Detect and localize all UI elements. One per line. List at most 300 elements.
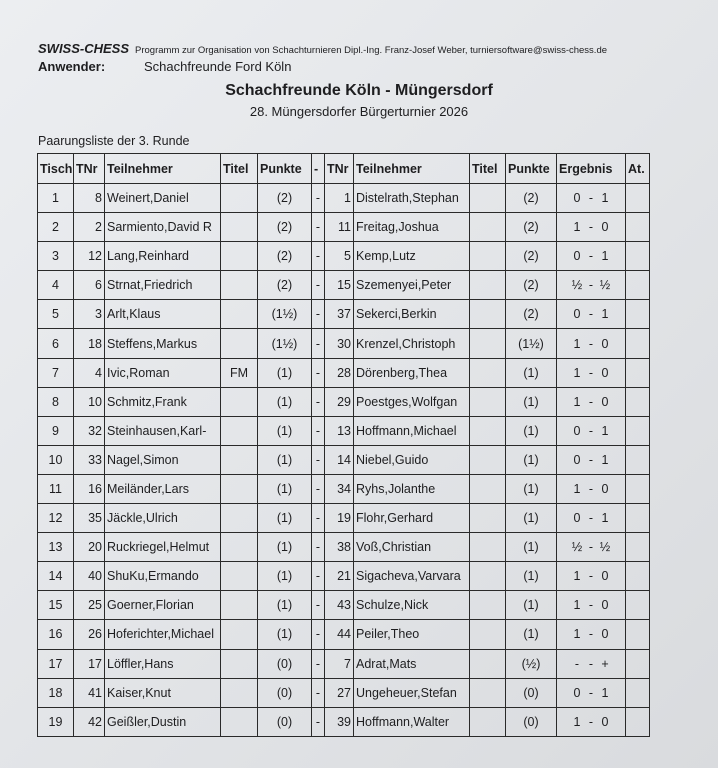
player2-name: Szemenyei,Peter: [354, 271, 470, 300]
result-e1: 0: [573, 423, 581, 438]
result-e2: -: [588, 656, 594, 671]
player1-number: 18: [74, 329, 105, 358]
player2-number: 19: [325, 504, 354, 533]
result-e1: 1: [573, 220, 581, 235]
player2-name: Peiler,Theo: [354, 620, 470, 649]
table-row: [38, 271, 650, 300]
player1-points: (2): [258, 271, 312, 300]
result-e2: -: [588, 627, 594, 642]
tournament-subtitle: 28. Müngersdorfer Bürgerturnier 2026: [249, 104, 469, 119]
player2-title: [470, 620, 506, 649]
player1-points: (1): [258, 445, 312, 474]
result-e3: 0: [601, 394, 609, 409]
col-at-header: At.: [626, 154, 650, 184]
player2-name: Sekerci,Berkin: [354, 300, 470, 329]
table-row: [38, 562, 650, 591]
table-number: 4: [38, 271, 74, 300]
result: [557, 445, 626, 474]
player1-title: [221, 649, 258, 678]
separator: -: [312, 184, 325, 213]
table-row: [38, 533, 650, 562]
table-number: 7: [38, 358, 74, 387]
result-e1: 1: [573, 394, 581, 409]
player1-title: [221, 620, 258, 649]
table-row: [38, 649, 650, 678]
at-mark: [626, 184, 650, 213]
result-e2: -: [588, 569, 594, 584]
result: [557, 474, 626, 503]
player2-number: 39: [325, 707, 354, 736]
result-e2: -: [588, 511, 594, 526]
player1-name: Ivic,Roman: [105, 358, 221, 387]
software-brand: SWISS-CHESS: [38, 41, 130, 56]
separator: -: [312, 271, 325, 300]
player1-title: [221, 213, 258, 242]
player2-title: [470, 504, 506, 533]
player1-name: Steffens,Markus: [105, 329, 221, 358]
result: [557, 329, 626, 358]
at-mark: [626, 358, 650, 387]
player2-title: [470, 533, 506, 562]
player1-number: 3: [74, 300, 105, 329]
player2-points: (1): [506, 358, 557, 387]
player2-title: [470, 271, 506, 300]
player2-title: [470, 562, 506, 591]
player1-points: (0): [258, 707, 312, 736]
result: [557, 707, 626, 736]
result-e2: -: [588, 220, 594, 235]
result-e2: -: [588, 423, 594, 438]
player2-title: [470, 591, 506, 620]
result: [557, 387, 626, 416]
player1-name: Löffler,Hans: [105, 649, 221, 678]
table-number: 5: [38, 300, 74, 329]
player1-title: [221, 474, 258, 503]
player2-title: [470, 445, 506, 474]
player2-points: (1): [506, 474, 557, 503]
at-mark: [626, 329, 650, 358]
player2-points: (1): [506, 387, 557, 416]
separator: -: [312, 562, 325, 591]
col-sep-header: -: [312, 154, 325, 184]
player1-name: Steinhausen,Karl-: [105, 416, 221, 445]
separator: -: [312, 387, 325, 416]
player1-name: Schmitz,Frank: [105, 387, 221, 416]
table-row: [38, 358, 650, 387]
result-e3: 0: [601, 598, 609, 613]
result-e1: ½: [571, 540, 583, 555]
player1-name: Nagel,Simon: [105, 445, 221, 474]
player1-name: Sarmiento,David R: [105, 213, 221, 242]
result-e2: -: [588, 278, 594, 293]
table-row: [38, 591, 650, 620]
tournament-title: Schachfreunde Köln - Müngersdorf: [225, 82, 493, 99]
result-e3: 1: [601, 191, 609, 206]
player2-title: [470, 474, 506, 503]
user-label: Anwender:: [38, 59, 106, 74]
player1-name: Hoferichter,Michael: [105, 620, 221, 649]
result-e3: 0: [601, 714, 609, 729]
result-e1: 1: [573, 714, 581, 729]
separator: -: [312, 300, 325, 329]
separator: -: [312, 358, 325, 387]
player1-name: Weinert,Daniel: [105, 184, 221, 213]
player2-points: (0): [506, 707, 557, 736]
separator: -: [312, 591, 325, 620]
player1-points: (1): [258, 562, 312, 591]
result-e1: 0: [573, 685, 581, 700]
player1-points: (1): [258, 591, 312, 620]
player2-title: [470, 184, 506, 213]
at-mark: [626, 387, 650, 416]
result-e1: 1: [573, 598, 581, 613]
player1-title: [221, 445, 258, 474]
result-e1: 1: [573, 365, 581, 380]
player1-points: (1): [258, 474, 312, 503]
round-caption: Paarungsliste der 3. Runde: [38, 134, 190, 148]
player2-number: 14: [325, 445, 354, 474]
result: [557, 678, 626, 707]
result-e1: 0: [573, 191, 581, 206]
player1-number: 40: [74, 562, 105, 591]
result: [557, 184, 626, 213]
result-e2: -: [588, 191, 594, 206]
table-number: 9: [38, 416, 74, 445]
table-row: [38, 620, 650, 649]
result-e1: -: [574, 656, 580, 671]
player2-points: (1): [506, 620, 557, 649]
player2-number: 13: [325, 416, 354, 445]
result-e3: 1: [601, 307, 609, 322]
player1-title: FM: [221, 358, 258, 387]
at-mark: [626, 445, 650, 474]
player1-name: Arlt,Klaus: [105, 300, 221, 329]
player2-points: (0): [506, 678, 557, 707]
player2-name: Poestges,Wolfgan: [354, 387, 470, 416]
player1-title: [221, 271, 258, 300]
player1-name: ShuKu,Ermando: [105, 562, 221, 591]
player2-number: 1: [325, 184, 354, 213]
result-e3: ½: [599, 278, 611, 293]
user-row: [38, 58, 291, 76]
player2-number: 43: [325, 591, 354, 620]
player2-name: Distelrath,Stephan: [354, 184, 470, 213]
at-mark: [626, 533, 650, 562]
result-e2: -: [588, 394, 594, 409]
player2-points: (2): [506, 300, 557, 329]
result-e2: -: [588, 540, 594, 555]
player2-points: (1): [506, 533, 557, 562]
player2-number: 30: [325, 329, 354, 358]
player1-points: (1): [258, 358, 312, 387]
result-e3: 0: [601, 365, 609, 380]
result: [557, 504, 626, 533]
result-e2: -: [588, 452, 594, 467]
table-number: 1: [38, 184, 74, 213]
player1-points: (1): [258, 533, 312, 562]
player2-points: (2): [506, 213, 557, 242]
table-row: [38, 678, 650, 707]
player1-number: 26: [74, 620, 105, 649]
at-mark: [626, 649, 650, 678]
player2-number: 28: [325, 358, 354, 387]
player2-number: 5: [325, 242, 354, 271]
player2-title: [470, 387, 506, 416]
player2-title: [470, 678, 506, 707]
separator: -: [312, 213, 325, 242]
at-mark: [626, 591, 650, 620]
player1-number: 6: [74, 271, 105, 300]
result-e1: ½: [571, 278, 583, 293]
player2-name: Hoffmann,Walter: [354, 707, 470, 736]
table-number: 12: [38, 504, 74, 533]
table-number: 18: [38, 678, 74, 707]
player1-points: (2): [258, 184, 312, 213]
col-ergebnis-header: Ergebnis: [557, 154, 626, 184]
table-row: [38, 213, 650, 242]
player2-name: Freitag,Joshua: [354, 213, 470, 242]
player2-number: 34: [325, 474, 354, 503]
table-number: 6: [38, 329, 74, 358]
player1-title: [221, 678, 258, 707]
table-row: [38, 300, 650, 329]
result: [557, 533, 626, 562]
result: [557, 358, 626, 387]
player2-points: (2): [506, 271, 557, 300]
col-punkte-1-header: Punkte: [258, 154, 312, 184]
player1-title: [221, 707, 258, 736]
player2-points: (1): [506, 504, 557, 533]
result: [557, 620, 626, 649]
table-number: 10: [38, 445, 74, 474]
software-header: [38, 40, 608, 74]
player2-points: (1): [506, 416, 557, 445]
result-e2: -: [588, 685, 594, 700]
separator: -: [312, 474, 325, 503]
result-e3: 1: [601, 423, 609, 438]
result-e1: 0: [573, 249, 581, 264]
player1-number: 8: [74, 184, 105, 213]
player2-name: Ryhs,Jolanthe: [354, 474, 470, 503]
player1-number: 10: [74, 387, 105, 416]
separator: -: [312, 504, 325, 533]
result: [557, 213, 626, 242]
result: [557, 649, 626, 678]
player1-points: (1): [258, 387, 312, 416]
result-e1: 1: [573, 481, 581, 496]
table-row: [38, 329, 650, 358]
player2-name: Flohr,Gerhard: [354, 504, 470, 533]
table-number: 17: [38, 649, 74, 678]
player2-points: (1): [506, 562, 557, 591]
player2-number: 15: [325, 271, 354, 300]
player1-points: (0): [258, 678, 312, 707]
player2-name: Kemp,Lutz: [354, 242, 470, 271]
result-e1: 0: [573, 307, 581, 322]
result-e3: 0: [601, 220, 609, 235]
result-e3: 0: [601, 569, 609, 584]
player2-title: [470, 649, 506, 678]
player1-title: [221, 329, 258, 358]
table-row: [38, 387, 650, 416]
table-number: 16: [38, 620, 74, 649]
table-row: [38, 474, 650, 503]
player2-title: [470, 358, 506, 387]
player2-number: 29: [325, 387, 354, 416]
player1-number: 12: [74, 242, 105, 271]
player1-number: 4: [74, 358, 105, 387]
player2-number: 11: [325, 213, 354, 242]
player2-number: 37: [325, 300, 354, 329]
player2-name: Niebel,Guido: [354, 445, 470, 474]
player1-title: [221, 504, 258, 533]
separator: -: [312, 242, 325, 271]
result-e1: 1: [573, 336, 581, 351]
separator: -: [312, 533, 325, 562]
at-mark: [626, 416, 650, 445]
player2-name: Schulze,Nick: [354, 591, 470, 620]
player1-number: 32: [74, 416, 105, 445]
result-e1: 0: [573, 452, 581, 467]
col-tnr-1-header: TNr: [74, 154, 105, 184]
at-mark: [626, 707, 650, 736]
result-e3: 1: [601, 249, 609, 264]
result-e1: 1: [573, 569, 581, 584]
player2-points: (2): [506, 184, 557, 213]
player2-name: Hoffmann,Michael: [354, 416, 470, 445]
table-number: 3: [38, 242, 74, 271]
player1-title: [221, 533, 258, 562]
result: [557, 562, 626, 591]
player1-title: [221, 184, 258, 213]
player1-title: [221, 562, 258, 591]
player1-name: Geißler,Dustin: [105, 707, 221, 736]
at-mark: [626, 242, 650, 271]
player2-name: Adrat,Mats: [354, 649, 470, 678]
result-e2: -: [588, 598, 594, 613]
player1-number: 25: [74, 591, 105, 620]
player2-title: [470, 416, 506, 445]
separator: -: [312, 620, 325, 649]
at-mark: [626, 562, 650, 591]
separator: -: [312, 445, 325, 474]
player1-number: 17: [74, 649, 105, 678]
result-e3: ½: [599, 540, 611, 555]
software-info: Programm zur Organisation von Schachturnieren Dipl.-Ing. Franz-Josef Weber, turniersoftware@swiss-chess.de: [135, 45, 608, 56]
player2-name: Dörenberg,Thea: [354, 358, 470, 387]
player1-title: [221, 300, 258, 329]
player2-title: [470, 707, 506, 736]
player1-title: [221, 387, 258, 416]
player1-points: (1): [258, 504, 312, 533]
at-mark: [626, 213, 650, 242]
table-row: [38, 445, 650, 474]
player2-points: (1): [506, 445, 557, 474]
player1-name: Jäckle,Ulrich: [105, 504, 221, 533]
player2-points: (2): [506, 242, 557, 271]
player2-title: [470, 242, 506, 271]
player1-points: (1½): [258, 300, 312, 329]
table-row: [38, 707, 650, 736]
player1-number: 35: [74, 504, 105, 533]
table-number: 8: [38, 387, 74, 416]
player2-number: 38: [325, 533, 354, 562]
player1-title: [221, 416, 258, 445]
player2-title: [470, 213, 506, 242]
pairings-table: [37, 153, 650, 737]
result-e2: -: [588, 336, 594, 351]
player2-name: Sigacheva,Varvara: [354, 562, 470, 591]
result: [557, 591, 626, 620]
table-row: [38, 416, 650, 445]
col-tnr-2-header: TNr: [325, 154, 354, 184]
separator: -: [312, 416, 325, 445]
at-mark: [626, 504, 650, 533]
player1-points: (2): [258, 242, 312, 271]
user-value: Schachfreunde Ford Köln: [144, 59, 292, 74]
player1-name: Goerner,Florian: [105, 591, 221, 620]
result-e1: 1: [573, 627, 581, 642]
result-e3: +: [601, 656, 609, 671]
result: [557, 300, 626, 329]
result-e2: -: [588, 307, 594, 322]
player2-number: 27: [325, 678, 354, 707]
separator: -: [312, 329, 325, 358]
table-number: 15: [38, 591, 74, 620]
player1-points: (1): [258, 416, 312, 445]
player1-title: [221, 591, 258, 620]
player1-name: Kaiser,Knut: [105, 678, 221, 707]
player1-name: Lang,Reinhard: [105, 242, 221, 271]
player1-points: (1): [258, 620, 312, 649]
result-e2: -: [588, 714, 594, 729]
separator: -: [312, 649, 325, 678]
player2-points: (½): [506, 649, 557, 678]
table-number: 11: [38, 474, 74, 503]
separator: -: [312, 678, 325, 707]
at-mark: [626, 474, 650, 503]
at-mark: [626, 271, 650, 300]
result-e3: 1: [601, 511, 609, 526]
player2-number: 7: [325, 649, 354, 678]
player1-number: 33: [74, 445, 105, 474]
result: [557, 416, 626, 445]
player2-points: (1½): [506, 329, 557, 358]
result-e3: 0: [601, 336, 609, 351]
player1-number: 20: [74, 533, 105, 562]
player2-number: 21: [325, 562, 354, 591]
table-header-row: [38, 154, 650, 184]
table-row: [38, 184, 650, 213]
at-mark: [626, 300, 650, 329]
col-titel-2-header: Titel: [470, 154, 506, 184]
result-e3: 0: [601, 481, 609, 496]
player1-number: 42: [74, 707, 105, 736]
separator: -: [312, 707, 325, 736]
player1-name: Meiländer,Lars: [105, 474, 221, 503]
player1-number: 41: [74, 678, 105, 707]
player2-name: Krenzel,Christoph: [354, 329, 470, 358]
player2-title: [470, 329, 506, 358]
col-teilnehmer-1-header: Teilnehmer: [105, 154, 221, 184]
player1-title: [221, 242, 258, 271]
player1-name: Strnat,Friedrich: [105, 271, 221, 300]
col-punkte-2-header: Punkte: [506, 154, 557, 184]
result-e1: 0: [573, 511, 581, 526]
result: [557, 242, 626, 271]
col-teilnehmer-2-header: Teilnehmer: [354, 154, 470, 184]
result-e3: 0: [601, 627, 609, 642]
